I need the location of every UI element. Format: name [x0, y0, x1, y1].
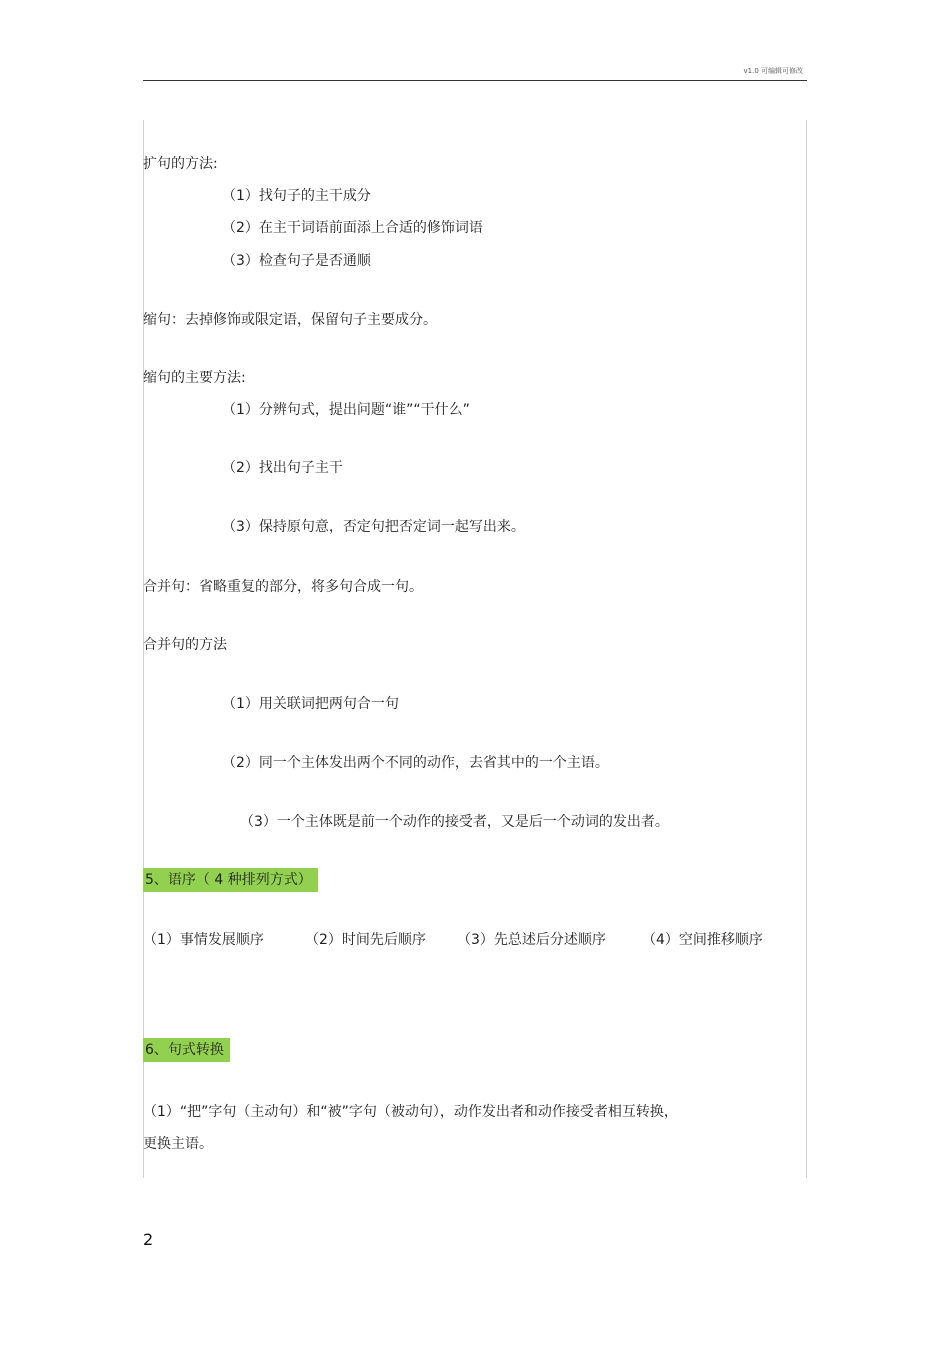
header-label: v1.0 可编辑可修改 — [743, 67, 803, 75]
expand-step-1: （1）找句子的主干成分 — [222, 188, 371, 204]
merge-step-1: （1）用关联词把两句合一句 — [222, 696, 399, 712]
merge-step-2: （2）同一个主体发出两个不同的动作，去省其中的一个主语。 — [222, 755, 609, 771]
merge-definition: 合并句：省略重复的部分，将多句合成一句。 — [143, 579, 423, 595]
shrink-definition: 缩句：去掉修饰或限定语，保留句子主要成分。 — [143, 312, 437, 328]
shrink-step-2: （2）找出句子主干 — [222, 460, 343, 476]
order-item-1: （1）事情发展顺序 — [143, 932, 264, 948]
header-rule — [143, 80, 807, 81]
order-item-4: （4）空间推移顺序 — [642, 932, 763, 948]
shrink-step-1: （1）分辨句式，提出问题“谁”“干什么” — [222, 402, 470, 418]
shrink-title: 缩句的主要方法: — [143, 370, 246, 386]
shrink-step-3: （3）保持原句意，否定句把否定词一起写出来。 — [222, 519, 525, 535]
merge-title: 合并句的方法 — [143, 637, 227, 653]
convert-line-2: 更换主语。 — [143, 1136, 213, 1152]
expand-step-3: （3）检查句子是否通顺 — [222, 253, 371, 269]
convert-line-1: （1）“把”字句（主动句）和“被”字句（被动句），动作发出者和动作接受者相互转换， — [143, 1104, 678, 1120]
expand-step-2: （2）在主干词语前面添上合适的修饰词语 — [222, 220, 483, 236]
page-number: 2 — [143, 1230, 154, 1249]
section-5-heading: 5、语序（ 4 种排列方式） — [143, 868, 318, 892]
table-border-right — [806, 120, 807, 1178]
merge-step-3: （3）一个主体既是前一个动作的接受者，又是后一个动词的发出者。 — [240, 814, 669, 830]
section-6-heading: 6、句式转换 — [143, 1038, 230, 1062]
order-item-3: （3）先总述后分述顺序 — [457, 932, 606, 948]
order-item-2: （2）时间先后顺序 — [305, 932, 426, 948]
expand-title: 扩句的方法: — [143, 156, 218, 172]
